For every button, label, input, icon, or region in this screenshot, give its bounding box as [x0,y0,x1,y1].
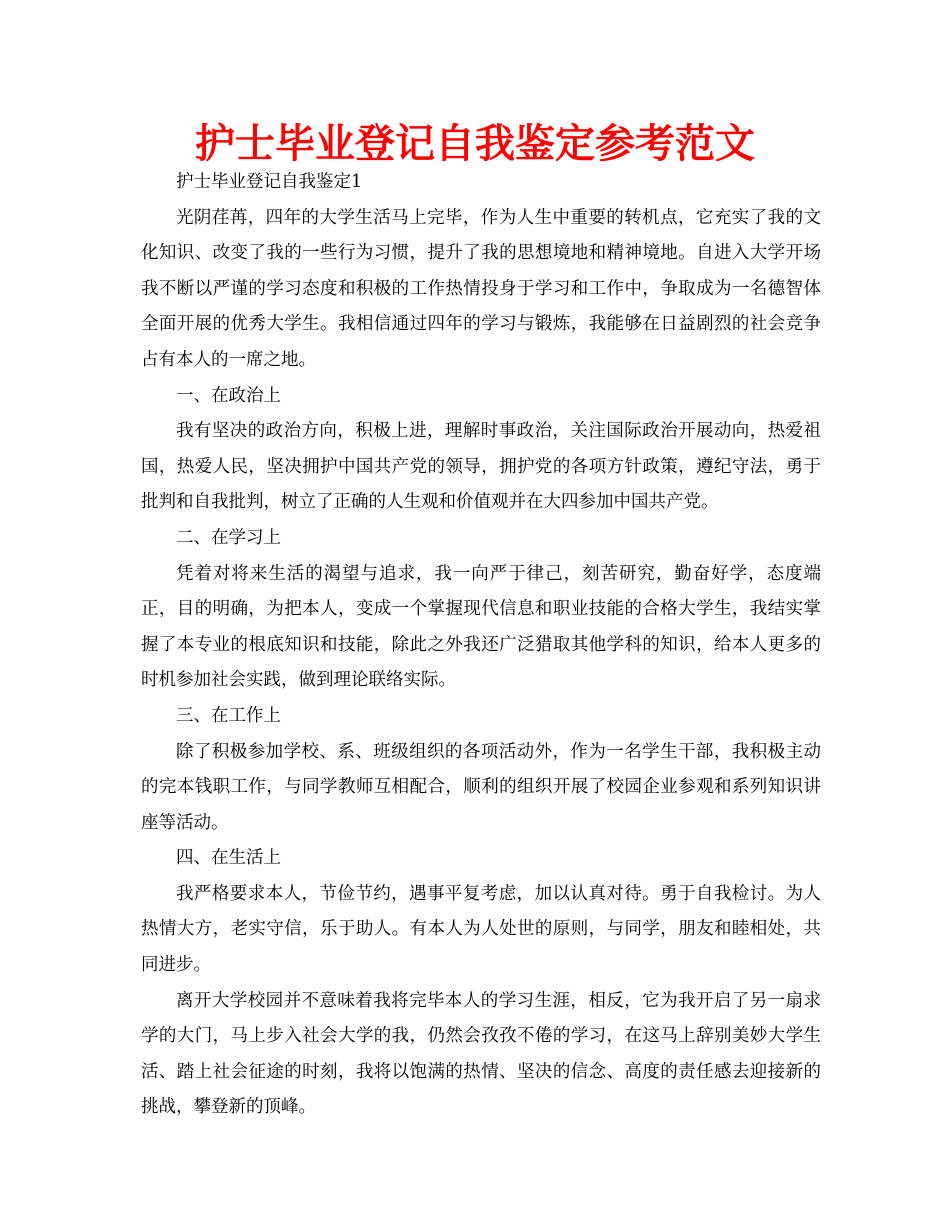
paragraph-life: 我严格要求本人，节俭节约，遇事平复考虑，加以认真对待。勇于自我检讨。为人热情大方，老实守信，乐于助人。有本人为人处世的原则，与同学，朋友和睦相处，共同进步。 [141,883,821,976]
paragraph-politics: 我有坚决的政治方向，积极上进，理解时事政治，关注国际政治开展动向，热爱祖国，热爱人民，坚决拥护中国共产党的领导，拥护党的各项方针政策，遵纪守法，勇于批判和自我批判，树立了正确的人生观和价值观并在大四参加中国共产党。 [141,421,821,513]
document-subtitle: 护士毕业登记自我鉴定1 [176,172,363,192]
paragraph-conclusion: 离开大学校园并不意味着我将完毕本人的学习生涯，相反，它为我开启了另一扇求学的大门，马上步入社会大学的我，仍然会孜孜不倦的学习，在这马上辞别美妙大学生活、踏上社会征途的时刻，我将以饱满的热情、坚决的信念、高度的责任感去迎接新的挑战，攀登新的顶峰。 [141,990,821,1118]
document-title: 护士毕业登记自我鉴定参考范文 [195,121,755,167]
section-heading-work: 三、在工作上 [176,705,281,726]
document-body [141,165,821,1126]
paragraph-intro: 光阴荏苒，四年的大学生活马上完毕，作为人生中重要的转机点，它充实了我的文化知识、改变了我的一些行为习惯，提升了我的思想境地和精神境地。自进入大学开场我不断以严谨的学习态度和积极的工作热情投身于学习和工作中，争取成为一名德智体全面开展的优秀大学生。我相信通过四年的学习与锻炼，我能够在日益剧烈的社会竞争占有本人的一席之地。 [141,207,821,370]
paragraph-study: 凭着对将来生活的渴望与追求，我一向严于律己，刻苦研究，勤奋好学，态度端正，目的明确，为把本人，变成一个掌握现代信息和职业技能的合格大学生，我结实掌握了本专业的根底知识和技能，除此之外我还广泛猎取其他学科的知识，给本人更多的时机参加社会实践，做到理论联络实际。 [141,563,821,691]
section-heading-politics: 一、在政治上 [176,385,281,406]
section-heading-life: 四、在生活上 [176,848,281,869]
section-heading-study: 二、在学习上 [176,527,281,548]
paragraph-work: 除了积极参加学校、系、班级组织的各项活动外，作为一名学生干部，我积极主动的完本钱职工作，与同学教师互相配合，顺利的组织开展了校园企业参观和系列知识讲座等活动。 [141,741,821,833]
